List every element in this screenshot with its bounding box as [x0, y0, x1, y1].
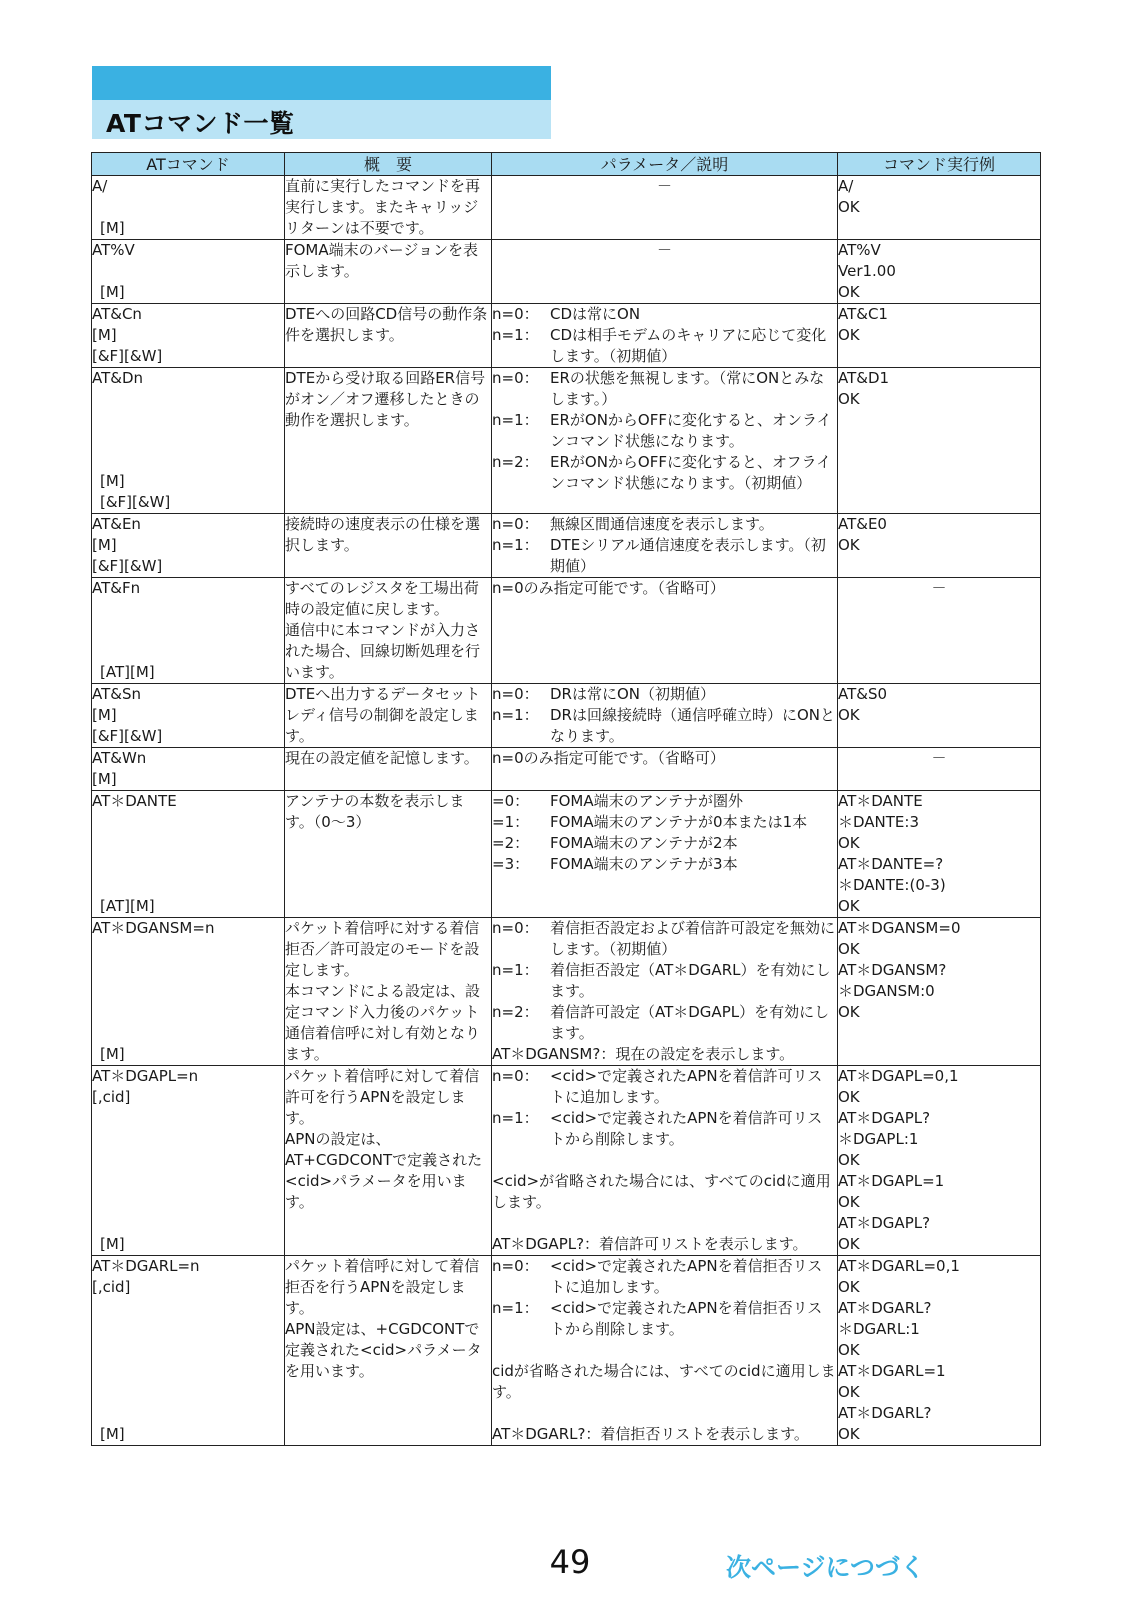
command-tag: [M] [&F][&W] [100, 472, 171, 511]
command-name: AT＊DGANSM=n [92, 919, 215, 937]
parameter-cell [492, 1256, 838, 1446]
parameter-key: n=2： [492, 453, 539, 471]
summary-cell: パケット着信呼に対する着信拒否／許可設定のモードを設定します。 本コマンドによる設定は、設定コマンド入力後のパケット通信着信呼に対し有効となります。 [285, 918, 492, 1066]
example-cell: AT%V Ver1.00 OK [838, 240, 1041, 304]
parameter-cell [492, 918, 838, 1066]
parameter-line [492, 1066, 837, 1108]
table-header-row [92, 153, 1041, 176]
parameter-key: =2： [492, 834, 530, 852]
summary-cell: DTEへ出力するデータセットレディ信号の制御を設定します。 [285, 684, 492, 748]
example-cell: AT&E0 OK [838, 514, 1041, 578]
command-cell [92, 748, 285, 791]
parameter-description: FOMA端末のアンテナが2本 [550, 834, 738, 852]
command-cell [92, 240, 285, 304]
parameter-key: n=1： [492, 1299, 539, 1317]
command-name: A/ [92, 177, 108, 195]
header-at-command: ATコマンド [92, 153, 285, 176]
parameter-line [492, 705, 837, 747]
table-row [92, 304, 1041, 368]
parameter-cell [492, 304, 838, 368]
section-title-band [92, 66, 551, 139]
parameter-line: AT＊DGANSM?：現在の設定を表示します。 [492, 1045, 795, 1063]
parameter-cell [492, 368, 838, 514]
parameter-key: n=0： [492, 369, 539, 387]
example-cell: AT＊DGANSM=0 OK AT＊DGANSM? ＊DGANSM:0 OK [838, 918, 1041, 1066]
parameter-spacer [492, 1340, 837, 1361]
next-page-label: 次ページにつづく [726, 1553, 926, 1582]
summary-cell: DTEから受け取る回路ER信号がオン／オフ遷移したときの動作を選択します。 [285, 368, 492, 514]
summary-cell: DTEへの回路CD信号の動作条件を選択します。 [285, 304, 492, 368]
title-band-accent [92, 66, 551, 100]
command-tag: [M] [100, 1425, 125, 1443]
parameter-line [492, 791, 837, 812]
example-cell: AT&C1 OK [838, 304, 1041, 368]
table-row [92, 684, 1041, 748]
table-row [92, 514, 1041, 578]
parameter-key: =0： [492, 792, 530, 810]
parameter-cell [492, 684, 838, 748]
parameter-description: 無線区間通信速度を表示します。 [550, 515, 774, 533]
parameter-line [492, 918, 837, 960]
summary-cell: 直前に実行したコマンドを再実行します。またキャリッジリターンは不要です。 [285, 176, 492, 240]
table-row [92, 368, 1041, 514]
example-cell: A/ OK [838, 176, 1041, 240]
command-cell [92, 176, 285, 240]
parameter-description: FOMA端末のアンテナが0本または1本 [550, 813, 808, 831]
command-cell [92, 1256, 285, 1446]
parameter-key: =3： [492, 855, 530, 873]
summary-cell: パケット着信呼に対して着信許可を行うAPNを設定します。 APNの設定は、AT+CGDCONTで定義された<cid>パラメータを用います。 [285, 1066, 492, 1256]
table-row [92, 578, 1041, 684]
parameter-description: CDは常にON [550, 305, 641, 323]
parameter-description: DTEシリアル通信速度を表示します。（初期値） [550, 536, 826, 575]
summary-cell: パケット着信呼に対して着信拒否を行うAPNを設定します。 APN設定は、+CGDCONTで定義された<cid>パラメータを用います。 [285, 1256, 492, 1446]
parameter-description: <cid>で定義されたAPNを着信許可リストから削除します。 [550, 1109, 823, 1148]
parameter-line [492, 410, 837, 452]
command-name: AT＊DGAPL=n [,cid] [92, 1067, 199, 1106]
command-name: AT&Wn [M] [92, 749, 147, 788]
command-cell [92, 368, 285, 514]
table-row [92, 1256, 1041, 1446]
parameter-line [492, 833, 837, 854]
parameter-line [492, 452, 837, 494]
parameter-description: 着信拒否設定（AT＊DGARL）を有効にします。 [550, 961, 831, 1000]
parameter-line [492, 1298, 837, 1340]
parameter-description: ERの状態を無視します。（常にONとみなします。） [550, 369, 825, 408]
command-name: AT&Fn [92, 579, 141, 597]
summary-cell: 現在の設定値を記憶します。 [285, 748, 492, 791]
command-cell [92, 918, 285, 1066]
parameter-cell [492, 791, 838, 918]
parameter-key: n=1： [492, 1109, 539, 1127]
page-title: ATコマンド一覧 [106, 109, 295, 138]
command-name: AT&Dn [92, 369, 144, 387]
summary-cell: すべてのレジスタを工場出荷時の設定値に戻します。 通信中に本コマンドが入力された場合、回線切断処理を行います。 [285, 578, 492, 684]
parameter-cell: － [492, 240, 838, 304]
table-row [92, 240, 1041, 304]
parameter-description: DRは回線接続時（通信呼確立時）にONとなります。 [550, 706, 836, 745]
command-cell [92, 304, 285, 368]
parameter-key: n=1： [492, 536, 539, 554]
parameter-line [492, 684, 837, 705]
table-body [92, 176, 1041, 1446]
example-cell: － [838, 578, 1041, 684]
parameter-key: n=0： [492, 1257, 539, 1275]
parameter-line [492, 1002, 837, 1044]
parameter-line [492, 812, 837, 833]
parameter-line: n=0のみ指定可能です。（省略可） [492, 579, 725, 597]
parameter-line [492, 304, 837, 325]
parameter-spacer [492, 1403, 837, 1424]
command-cell [92, 684, 285, 748]
parameter-cell [492, 1066, 838, 1256]
parameter-line [492, 514, 837, 535]
parameter-description: 着信拒否設定および着信許可設定を無効にします。（初期値） [550, 919, 836, 958]
parameter-line: AT＊DGARL?：着信拒否リストを表示します。 [492, 1425, 809, 1443]
parameter-key: n=1： [492, 411, 539, 429]
command-cell [92, 791, 285, 918]
parameter-line [492, 1256, 837, 1298]
command-cell [92, 1066, 285, 1256]
parameter-key: n=0： [492, 919, 539, 937]
parameter-cell: － [492, 176, 838, 240]
parameter-description: FOMA端末のアンテナが3本 [550, 855, 738, 873]
example-cell: AT&S0 OK [838, 684, 1041, 748]
table-row [92, 1066, 1041, 1256]
table-row [92, 176, 1041, 240]
parameter-line: cidが省略された場合には、すべてのcidに適用します。 [492, 1362, 836, 1401]
parameter-description: <cid>で定義されたAPNを着信拒否リストに追加します。 [550, 1257, 823, 1296]
example-cell: AT&D1 OK [838, 368, 1041, 514]
parameter-key: n=1： [492, 326, 539, 344]
parameter-spacer [492, 1213, 837, 1234]
parameter-line: n=0のみ指定可能です。（省略可） [492, 749, 725, 767]
at-command-table [91, 152, 1041, 1446]
parameter-key: n=0： [492, 685, 539, 703]
command-tag: [M] [100, 219, 125, 237]
parameter-line [492, 368, 837, 410]
parameter-description: 着信許可設定（AT＊DGAPL）を有効にします。 [550, 1003, 830, 1042]
command-cell [92, 514, 285, 578]
parameter-key: n=0： [492, 515, 539, 533]
command-tag: [M] [100, 1235, 125, 1253]
parameter-description: FOMA端末のアンテナが圏外 [550, 792, 744, 810]
command-name: AT&Sn [M] [&F][&W] [92, 685, 163, 745]
command-tag: [AT][M] [100, 897, 155, 915]
example-cell: － [838, 748, 1041, 791]
parameter-line: AT＊DGAPL?：着信許可リストを表示します。 [492, 1235, 808, 1253]
parameter-cell [492, 578, 838, 684]
command-name: AT&En [M] [&F][&W] [92, 515, 163, 575]
parameter-line [492, 535, 837, 577]
parameter-line [492, 1108, 837, 1150]
parameter-key: n=2： [492, 1003, 539, 1021]
command-name: AT＊DGARL=n [,cid] [92, 1257, 200, 1296]
parameter-description: <cid>で定義されたAPNを着信拒否リストから削除します。 [550, 1299, 823, 1338]
parameter-line [492, 960, 837, 1002]
table-row [92, 748, 1041, 791]
command-tag: [M] [100, 283, 125, 301]
parameter-description: DRは常にON（初期値） [550, 685, 716, 703]
table-row [92, 918, 1041, 1066]
summary-cell: 接続時の速度表示の仕様を選択します。 [285, 514, 492, 578]
header-parameters: パラメータ／説明 [492, 153, 838, 176]
parameter-description: <cid>で定義されたAPNを着信許可リストに追加します。 [550, 1067, 823, 1106]
summary-cell: アンテナの本数を表示します。（0～3） [285, 791, 492, 918]
parameter-cell [492, 514, 838, 578]
parameter-line [492, 325, 837, 367]
example-cell: AT＊DANTE ＊DANTE:3 OK AT＊DANTE=? ＊DANTE:(0-3) OK [838, 791, 1041, 918]
header-example: コマンド実行例 [838, 153, 1041, 176]
parameter-line: <cid>が省略された場合には、すべてのcidに適用します。 [492, 1172, 831, 1211]
command-name: AT＊DANTE [92, 792, 177, 810]
parameter-key: n=0： [492, 1067, 539, 1085]
example-cell: AT＊DGARL=0,1 OK AT＊DGARL? ＊DGARL:1 OK AT＊DGARL=1 OK AT＊DGARL? OK [838, 1256, 1041, 1446]
table-row [92, 791, 1041, 918]
parameter-spacer [492, 1150, 837, 1171]
parameter-description: CDは相手モデムのキャリアに応じて変化します。（初期値） [550, 326, 827, 365]
summary-cell: FOMA端末のバージョンを表示します。 [285, 240, 492, 304]
parameter-key: =1： [492, 813, 530, 831]
command-cell [92, 578, 285, 684]
parameter-line [492, 854, 837, 875]
header-summary: 概 要 [285, 153, 492, 176]
parameter-key: n=1： [492, 961, 539, 979]
parameter-key: n=1： [492, 706, 539, 724]
page-number: 49 [549, 1543, 591, 1581]
parameter-cell [492, 748, 838, 791]
parameter-description: ERがONからOFFに変化すると、オンラインコマンド状態になります。 [550, 411, 832, 450]
command-name: AT&Cn [M] [&F][&W] [92, 305, 163, 365]
example-cell: AT＊DGAPL=0,1 OK AT＊DGAPL? ＊DGAPL:1 OK AT＊DGAPL=1 OK AT＊DGAPL? OK [838, 1066, 1041, 1256]
command-tag: [AT][M] [100, 663, 155, 681]
command-name: AT%V [92, 241, 135, 259]
parameter-description: ERがONからOFFに変化すると、オフラインコマンド状態になります。（初期値） [550, 453, 832, 492]
parameter-key: n=0： [492, 305, 539, 323]
command-tag: [M] [100, 1045, 125, 1063]
